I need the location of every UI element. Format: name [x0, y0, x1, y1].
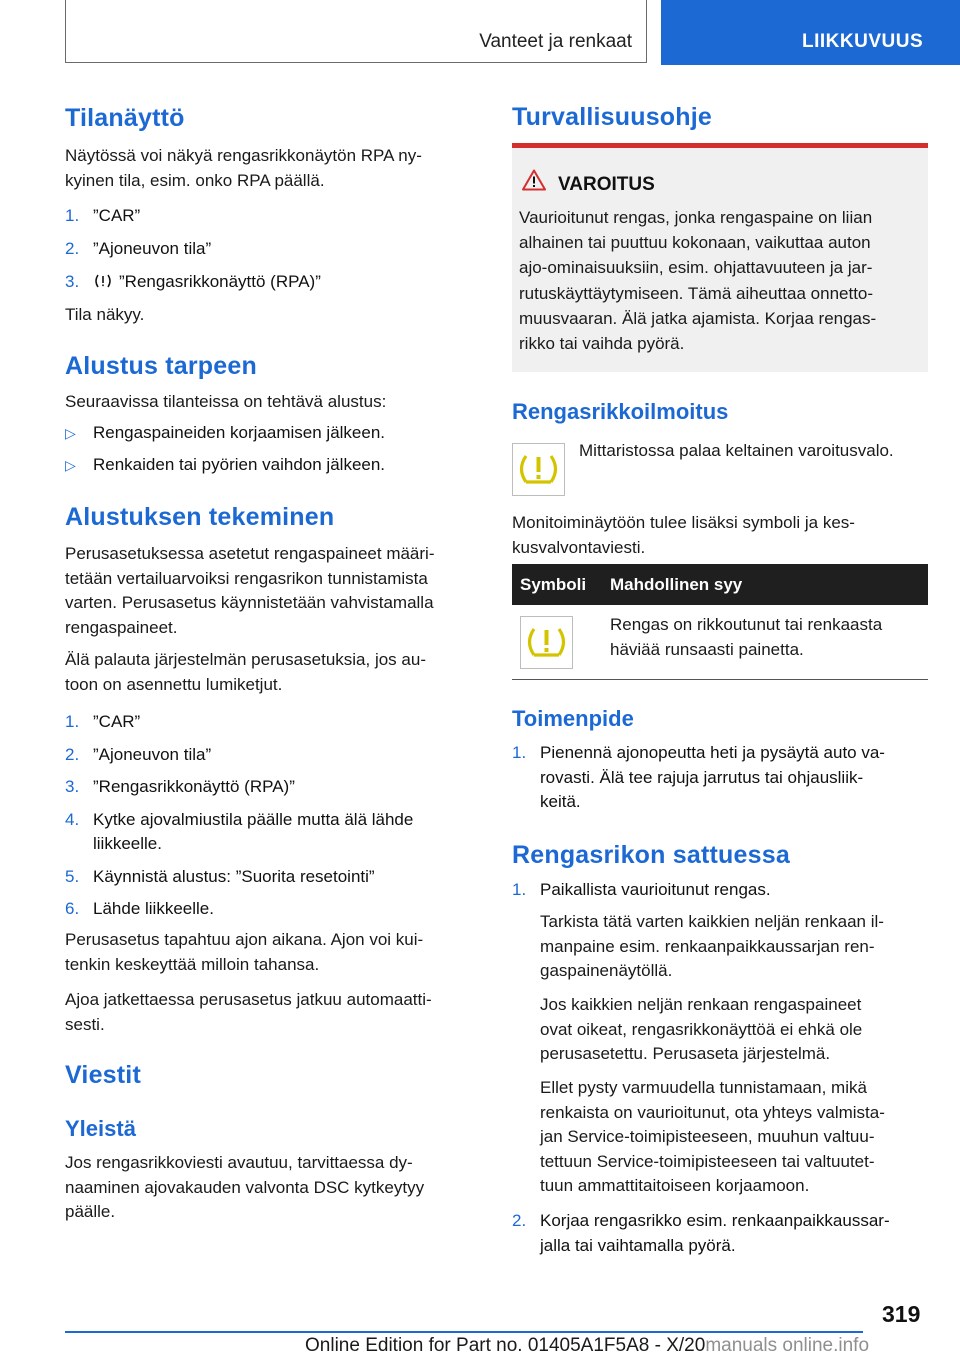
rengasrikon-para3: Ellet pysty varmuudella tunnistamaan, mikä renkaista on vaurioitunut, ota yhteys valmista- jan Service-toimipisteeseen, muuhun valtuu- tettuun Service-toimipisteeseen tai valtuutet- tuun ammattitaitoiseen korjaamoon.: [540, 1078, 885, 1195]
list-item: 1. Paikallista vaurioitunut rengas.: [512, 880, 771, 899]
triangle-bullet-icon: ▷: [65, 456, 76, 473]
footer-rule: [65, 1331, 863, 1333]
footer-edition: Online Edition for Part no. 01405A1F5A8 - X/20manuals online.info: [305, 1335, 870, 1356]
table-header-cause: Mahdollinen syy: [610, 575, 743, 594]
list-item: 1. ”CAR”: [65, 206, 141, 225]
list-item: 2. Korjaa rengasrikko esim. renkaanpaikkaussar- jalla tai vaihtamalla pyörä.: [512, 1211, 890, 1255]
list-item: 1. ”CAR”: [65, 712, 141, 731]
alustuksen-body4: Ajoa jatkettaessa perusasetus jatkuu automaatti- sesti.: [65, 990, 432, 1034]
heading-tilanaytto: Tilanäyttö: [65, 104, 185, 132]
rengasrikon-para1: Tarkista tätä varten kaikkien neljän renkaan il- manpaine esim. renkaanpaikkaussarjan ren- gaspainenäytöllä.: [540, 912, 884, 980]
lamp-description: Mittaristossa palaa keltainen varoitusvalo.: [579, 441, 894, 460]
table-row-cause: Rengas on rikkoutunut tai renkaasta häviää runsaasti painetta.: [610, 615, 883, 659]
viestit-body: Jos rengasrikkoviesti avautuu, tarvittaessa dy- naaminen ajovakauden valvonta DSC kytkeytyy päälle.: [65, 1153, 425, 1221]
list-item: 5. Käynnistä alustus: ”Suorita resetointi”: [65, 866, 375, 886]
heading-alustus-tarpeen: Alustus tarpeen: [65, 352, 257, 380]
tire-pressure-icon: [93, 273, 113, 289]
header-frame: [65, 0, 647, 63]
list-item: 1. Pienennä ajonopeutta heti ja pysäytä auto va- rovasti. Älä tee rajuja jarrutus tai ohjausliik- keitä.: [512, 743, 885, 811]
list-item: 3. ”Rengasrikkonäyttö (RPA)”: [65, 777, 295, 796]
tilanaytto-body: Näytössä voi näkyä rengasrikkonäytön RPA ny- kyinen tila, esim. onko RPA päällä.: [65, 146, 422, 190]
heading-rengasrikkoilmoitus: Rengasrikkoilmoitus: [512, 399, 729, 424]
warning-triangle-icon: [522, 169, 546, 191]
rengasrikkoilmoitus-body: Monitoiminäytöön tulee lisäksi symboli ja kes- kusvalvontaviesti.: [512, 513, 855, 557]
watermark: manuals online.info: [705, 1335, 870, 1356]
list-item: 2. ”Ajoneuvon tila”: [65, 744, 212, 764]
triangle-bullet-icon: ▷: [65, 425, 76, 441]
alustuksen-body2: Älä palauta järjestelmän perusasetuksia, jos au- toon on asennettu lumiketjut.: [65, 650, 426, 694]
alustus-tarpeen-body: Seuraavissa tilanteissa on tehtävä alustus:: [65, 392, 387, 411]
warning-box: [512, 143, 928, 372]
header-chapter-tab: LIIKKUVUUS: [661, 0, 960, 65]
table-header-symbol: Symboli: [520, 575, 587, 594]
warning-title: VAROITUS: [558, 174, 655, 195]
list-item: 6. Lähde liikkeelle.: [65, 899, 214, 918]
page-number: 319: [882, 1301, 921, 1327]
alustuksen-steps: [65, 710, 477, 922]
list-item: 3. ”Rengasrikkonäyttö (RPA)”: [65, 272, 321, 291]
tilanaytto-steps: [65, 204, 477, 295]
heading-toimenpide: Toimenpide: [512, 706, 634, 731]
list-item: 4. Kytke ajovalmiustila päälle mutta älä lähde liikkeelle.: [65, 809, 414, 853]
rengasrikon-step1: [512, 878, 928, 903]
list-item: 2. ”Ajoneuvon tila”: [65, 239, 212, 258]
alustuksen-body3: Perusasetus tapahtuu ajon aikana. Ajon voi kui- tenkin keskeyttää milloin tahansa.: [65, 930, 424, 974]
heading-turvallisuusohje: Turvallisuusohje: [512, 103, 713, 131]
table-bottom-rule: [512, 679, 928, 680]
alustuksen-body1: Perusasetuksessa asetetut rengaspaineet määri- tetään vertailuarvoiksi rengasrikon tunnistamista varten. Perusasetus käynnistetään vahvistamalla rengaspaineet.: [65, 544, 435, 637]
heading-viestit: Viestit: [65, 1061, 141, 1089]
heading-alustuksen-tekeminen: Alustuksen tekeminen: [65, 503, 335, 531]
subheading-yleista: Yleistä: [65, 1116, 136, 1141]
warning-text: Vaurioitunut rengas, jonka rengaspaine on liian alhainen tai puuttuu kokonaan, vaikuttaa auton ajo-ominaisuuksiin, esim. ohjattavuuteen ja jar- rutuskäyttäytymiseen. Tämä aiheuttaa onnetto- muusvaaran. Älä jatka ajamista. Korjaa rengas- rikko tai vaihda pyörä.: [519, 208, 877, 354]
list-item: ▷ Renkaiden tai pyörien vaihdon jälkeen.: [65, 453, 477, 478]
tilanaytto-after: Tila näkyy.: [65, 305, 145, 324]
alustus-tarpeen-bullets: [65, 421, 477, 477]
list-item: ▷ Rengaspaineiden korjaamisen jälkeen.: [65, 421, 477, 446]
tire-warning-lamp-icon: [520, 616, 573, 669]
header-section-title: Vanteet ja renkaat: [479, 31, 632, 52]
tire-warning-lamp-icon: [512, 443, 565, 496]
heading-rengasrikon-sattuessa: Rengasrikon sattuessa: [512, 841, 790, 869]
symbol-table-header: [512, 564, 928, 605]
rengasrikon-step2: [512, 1209, 928, 1258]
rengasrikon-para2: Jos kaikkien neljän renkaan rengaspaineet ovat oikeat, rengasrikkonäyttöä ei ehkä ole perusasetettu. Perusaseta järjestelmä.: [540, 995, 863, 1063]
toimenpide-steps: [512, 741, 928, 815]
